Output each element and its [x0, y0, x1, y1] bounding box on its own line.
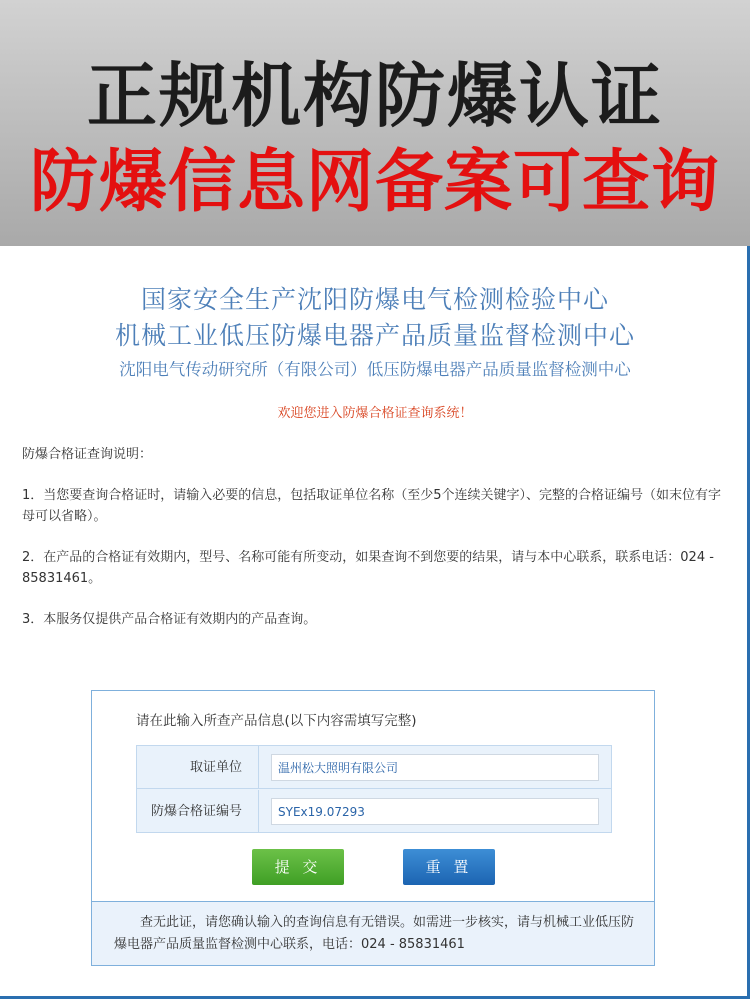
form-fields-table — [136, 745, 612, 833]
banner-subheadline: 防爆信息网备案可查询 — [29, 143, 720, 222]
org-name-1: 国家安全生产沈阳防爆电气检测检验中心 — [140, 285, 609, 314]
company-row — [137, 746, 611, 789]
instructions-title: 防爆合格证查询说明： — [22, 447, 153, 462]
submit-button[interactable]: 提 交 — [252, 849, 344, 885]
company-label: 取证单位 — [137, 746, 259, 789]
org-name-3: 沈阳电气传动研究所（有限公司）低压防爆电器产品质量监督检测中心 — [119, 360, 631, 379]
instruction-item-1: 1．当您要查询合格证时，请输入必要的信息，包括取证单位名称（至少5个连续关键字）、完整的合格证编号（如末位有字母可以省略）。 — [22, 488, 722, 524]
welcome-message: 欢迎您进入防爆合格证查询系统！ — [277, 406, 473, 421]
instruction-item-2: 2．在产品的合格证有效期内，型号、名称可能有所变动，如果查询不到您要的结果，请与本中心联系，联系电话：024 - 85831461。 — [22, 550, 714, 586]
instruction-item-3: 3．本服务仅提供产品合格证有效期内的产品查询。 — [22, 612, 317, 627]
cert-number-label: 防爆合格证编号 — [137, 790, 259, 833]
form-heading: 请在此输入所查产品信息(以下内容需填写完整) — [136, 713, 417, 729]
org-name-2: 机械工业低压防爆电器产品质量监督检测中心 — [114, 321, 635, 350]
promo-banner — [0, 0, 750, 246]
query-result-panel — [92, 901, 654, 965]
reset-button[interactable]: 重 置 — [403, 849, 495, 885]
cert-number-input[interactable] — [271, 798, 599, 825]
query-result-message: 查无此证，请您确认输入的查询信息有无错误。如需进一步核实，请与机械工业低压防爆电器产品质量监督检测中心联系，电话：024 - 85831461 — [114, 915, 635, 952]
company-input[interactable] — [271, 754, 599, 781]
query-form — [91, 690, 655, 966]
banner-headline: 正规机构防爆认证 — [87, 55, 663, 137]
cert-number-row — [137, 790, 611, 833]
